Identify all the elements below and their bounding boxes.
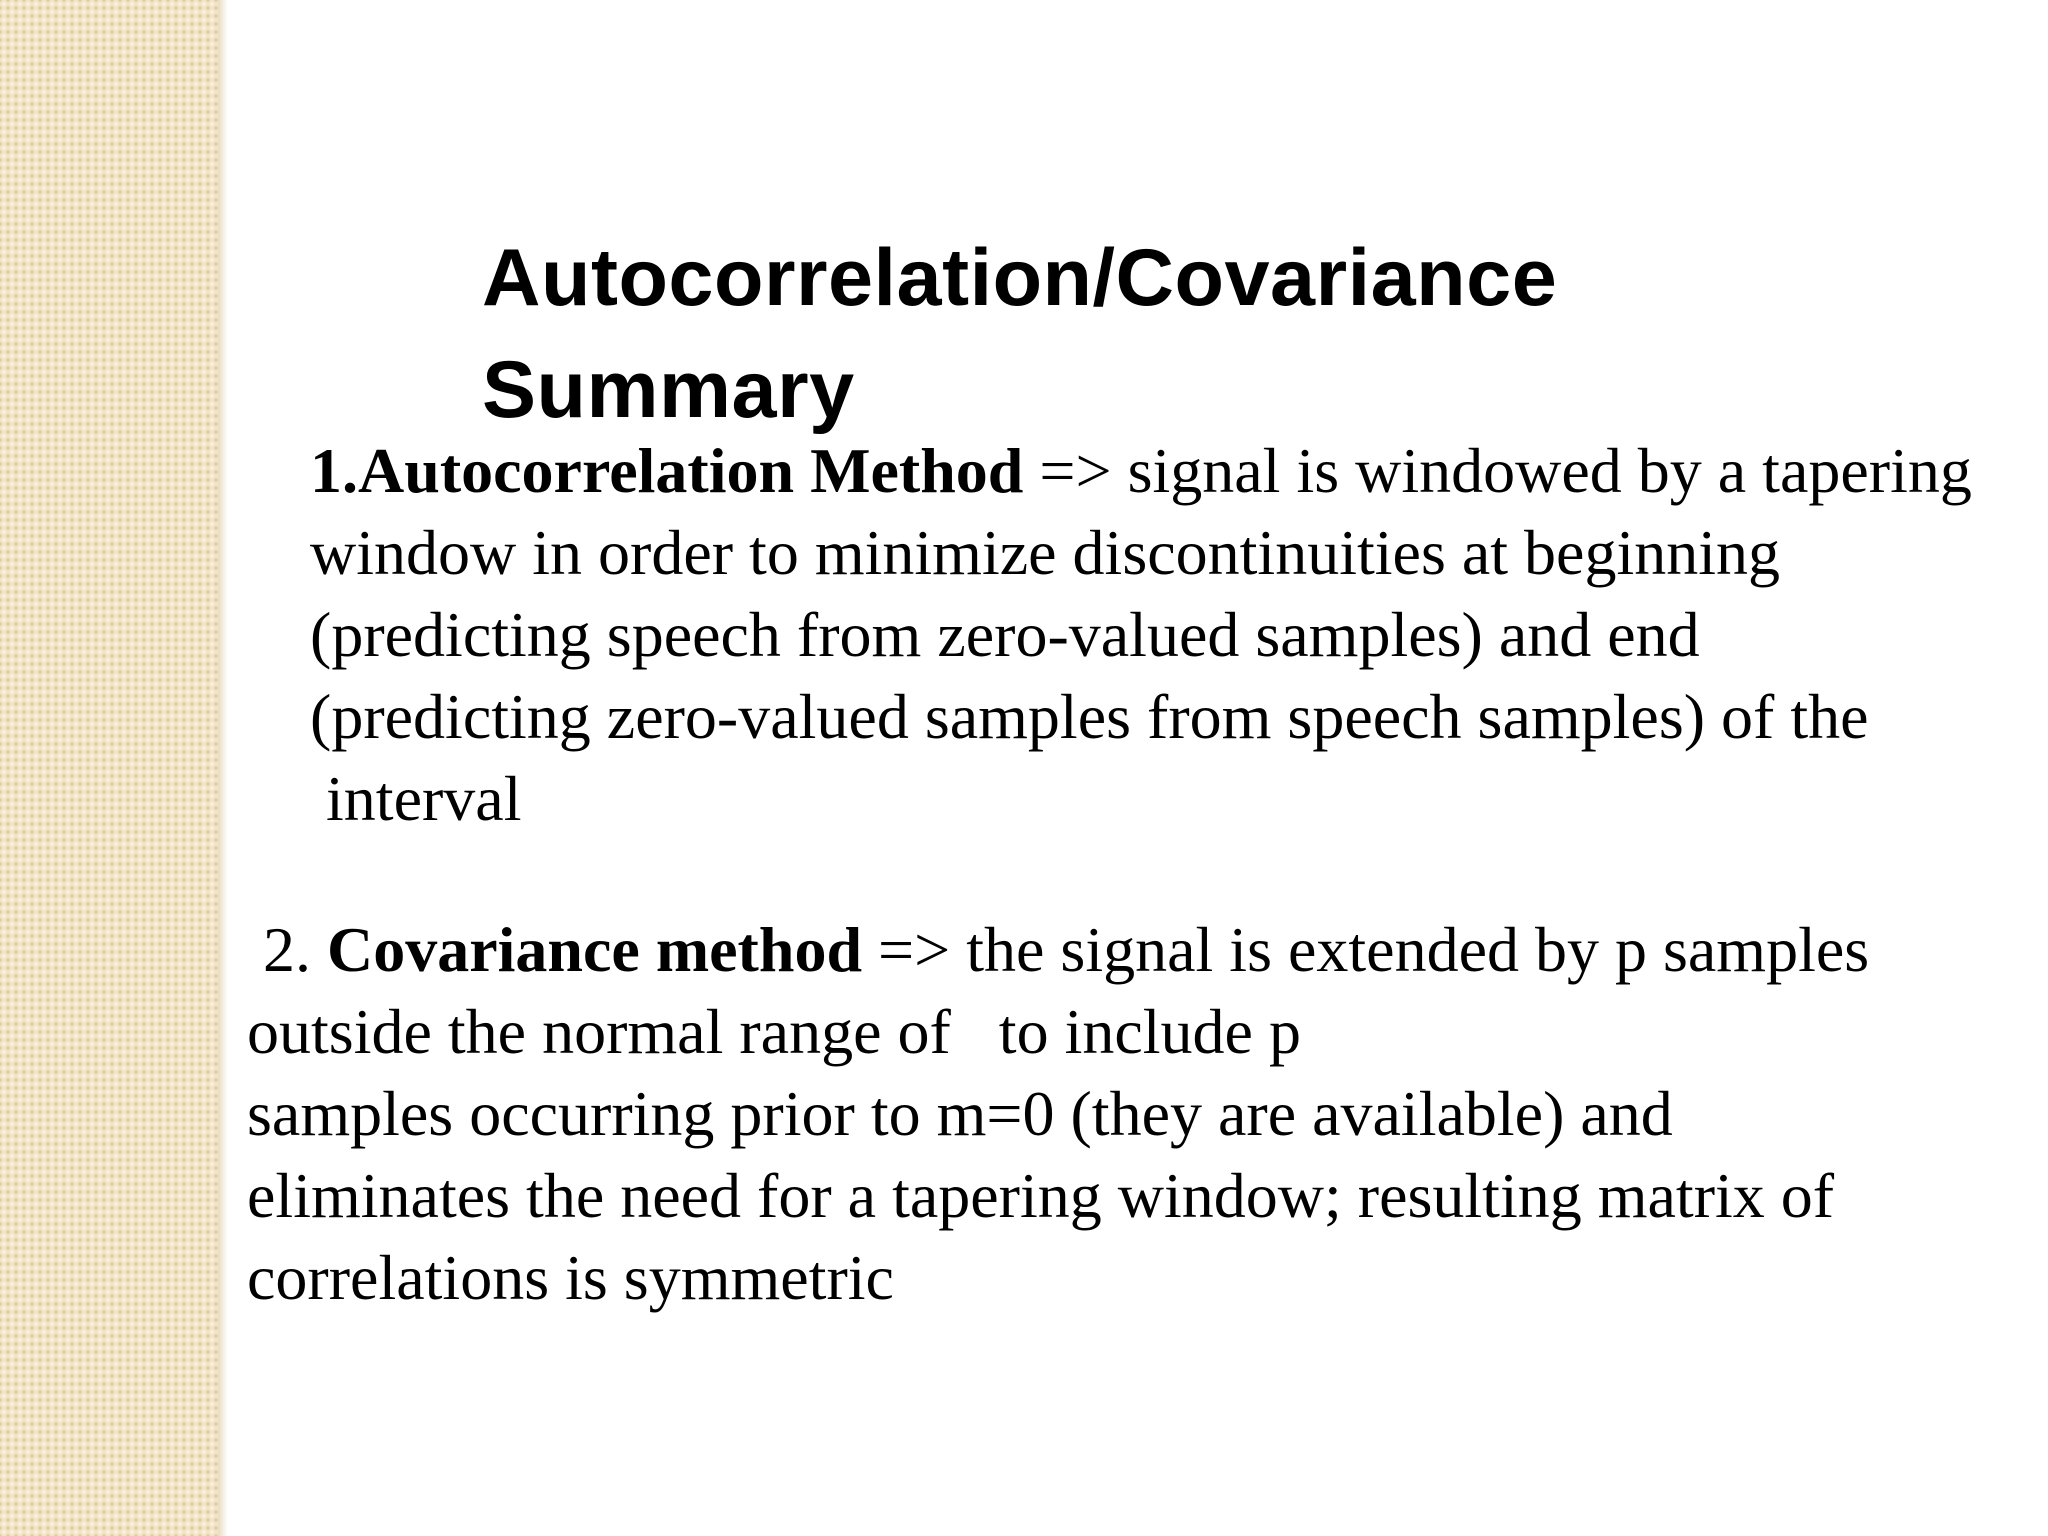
side-strip-edge [218,0,228,1536]
paragraph-line: eliminates the need for a tapering window; resulting matrix of [247,1160,1835,1231]
title-line-2: Summary [482,345,855,435]
paragraph-line: interval [310,763,522,834]
paragraph-line [247,909,1869,991]
autocorrelation-method-paragraph [310,430,1972,840]
slide-title [482,222,1782,446]
paragraph-line: (predicting zero-valued samples from speech samples) of the [310,681,1869,752]
line-text: => the signal is extended by p samples [862,914,1870,985]
item-number: 2. [247,914,327,985]
paragraph-line: samples occurring prior to m=0 (they are available) and [247,1078,1673,1149]
paragraph-line: (predicting speech from zero-valued samples) and end [310,599,1700,670]
paragraph-line: correlations is symmetric [247,1242,894,1313]
paragraph-line [310,430,1972,512]
line-text: => signal is windowed by a tapering [1023,435,1972,506]
title-line-1: Autocorrelation/Covariance [482,233,1558,323]
item-number: 1. [310,435,358,506]
paragraph-line: outside the normal range of to include p [247,996,1301,1067]
covariance-method-paragraph [247,909,1869,1319]
paragraph-line: window in order to minimize discontinuities at beginning [310,517,1780,588]
method-term: Autocorrelation Method [358,435,1024,506]
decorative-side-strip [0,0,218,1536]
method-term: Covariance method [327,914,863,985]
